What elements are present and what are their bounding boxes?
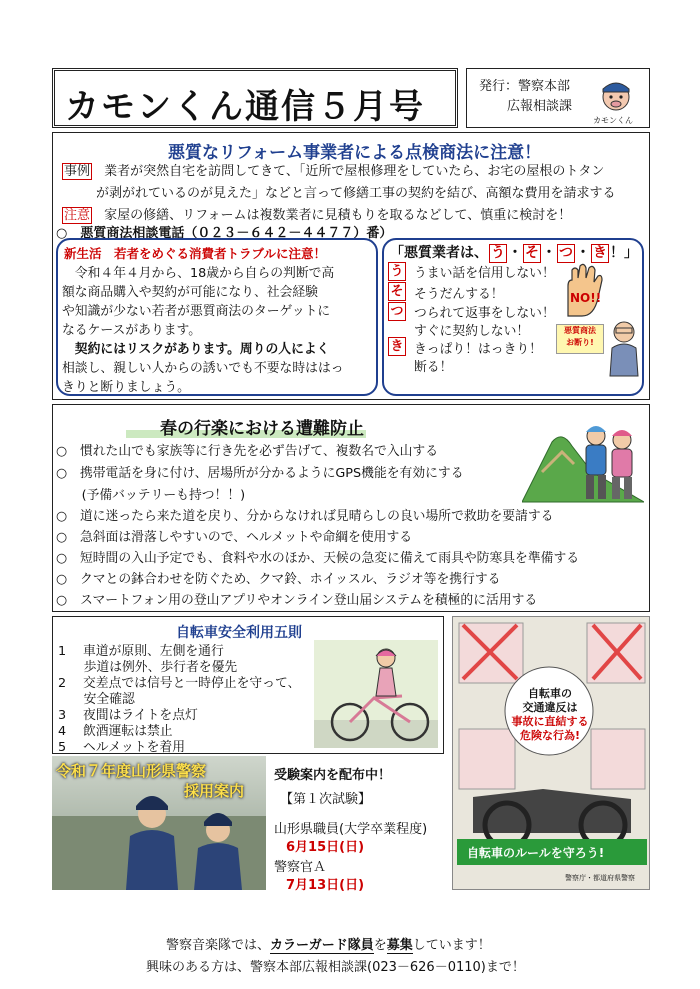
youth-title: 新生活 若者をめぐる消費者トラブルに注意！ bbox=[64, 246, 327, 261]
bicycle-rule: 2 交差点では信号と一時停止を守って、 bbox=[58, 676, 301, 691]
cyclist-illustration bbox=[314, 640, 438, 748]
footer-line1 bbox=[166, 934, 491, 953]
youth-line: きりと断りましょう。 bbox=[62, 380, 190, 395]
hotline-text: ○ 悪質商法相談電話（０２３－６４２－４４７７）番） bbox=[56, 226, 393, 241]
uso-side-so: そ bbox=[388, 282, 406, 301]
poster-center-line2: 交通違反は bbox=[522, 701, 578, 714]
poster-banner: 自転車のルールを守ろう! bbox=[467, 846, 605, 860]
youth-line: 令和４年４月から、18歳から自らの判断で高 bbox=[62, 266, 335, 281]
issuer-line2: 広報相談課 bbox=[507, 99, 573, 114]
caution-line bbox=[62, 204, 571, 223]
uso-side-u: う bbox=[388, 262, 406, 281]
first-exam-label: 【第１次試験】 bbox=[280, 792, 372, 807]
caution-tag: 注意 bbox=[64, 208, 91, 223]
example-line2: が剥がれているのが見えた」などと言って修繕工事の契約を結び、高額な費用を請求する bbox=[96, 186, 616, 201]
uso-line: すぐに契約しない！ bbox=[414, 324, 530, 339]
poster-center-line3: 事故に直結する bbox=[511, 715, 589, 728]
bicycle-rule: 3 夜間はライトを点灯 bbox=[58, 708, 198, 723]
mascot-label: カモンくん bbox=[593, 116, 633, 125]
example-tag: 事例 bbox=[64, 164, 91, 179]
bicycle-rule: 4 飲酒運転は禁止 bbox=[58, 724, 173, 739]
bicycle-rule: 1 車道が原則、左側を通行 bbox=[58, 644, 224, 659]
mountain-item: ○ クマとの鉢合わせを防ぐため、クマ鈴、ホイッスル、ラジオ等を携行する bbox=[56, 572, 501, 587]
uso-kana-ki: き bbox=[593, 245, 607, 261]
recruit-title-line1: 令和７年度山形県警察 bbox=[56, 762, 207, 780]
issuer-box bbox=[466, 68, 650, 128]
uso-lead: 「悪質業者は、 bbox=[390, 245, 488, 261]
exam-guide: 受験案内を配布中！ bbox=[274, 768, 392, 783]
footer-line1-e: しています！ bbox=[412, 938, 491, 953]
officer-exam-label: 警察官Ａ bbox=[274, 860, 327, 875]
recruit-photo bbox=[52, 756, 266, 890]
bicycle-rule: 安全確認 bbox=[58, 692, 135, 707]
uso-kana-so: そ bbox=[525, 245, 539, 261]
footer-line1-d: 募集 bbox=[386, 938, 413, 953]
uso-line: 断る！ bbox=[414, 360, 453, 375]
mountain-heading: 春の行楽における遭難防止 bbox=[160, 419, 364, 439]
mountain-item: ○ 道に迷ったら来た道を戻り、分からなければ見晴らしの良い場所で救助を要請する bbox=[56, 509, 554, 524]
poster-center-text bbox=[505, 687, 595, 743]
recruit-title-line2: 採用案内 bbox=[184, 782, 245, 800]
uso-kana-u: う bbox=[491, 245, 505, 261]
mountain-item: ○ スマートフォン用の登山アプリやオンライン登山届システムを積極的に活用する bbox=[56, 593, 538, 608]
mountain-item: ○ 急斜面は滑落しやすいので、ヘルメットや命綱を使用する bbox=[56, 530, 413, 545]
caution-text: 家屋の修繕、リフォームは複数業者に見積もりを取るなどして、慎重に検討を！ bbox=[104, 208, 572, 223]
uso-line: うまい話を信用しない！ bbox=[414, 266, 555, 281]
newsletter-title-box bbox=[52, 68, 458, 128]
newsletter-title: カモンくん通信５月号 bbox=[65, 87, 425, 127]
bicycle-rules-poster bbox=[452, 616, 650, 890]
footer-line1-b: カラーガード隊員 bbox=[270, 938, 374, 953]
bicycle-rule: 歩道は例外、歩行者を優先 bbox=[58, 660, 238, 675]
uso-heading: 「悪質業者は、 う ・ そ ・ つ ・ き ！」 bbox=[390, 245, 638, 261]
youth-line: なるケースがあります。 bbox=[62, 323, 202, 338]
uso-side-ki: き bbox=[388, 337, 406, 356]
refuse-sign-line2: お断り! bbox=[566, 338, 594, 347]
uso-kana-tsu: つ bbox=[559, 245, 573, 261]
no-sign-text: NO!! bbox=[570, 291, 602, 305]
mascot-icon bbox=[595, 77, 637, 113]
poster-center-line4: 危険な行為! bbox=[519, 729, 581, 742]
refuse-sign-line1: 悪質商法 bbox=[564, 326, 596, 335]
bicycle-title: 自転車安全利用五則 bbox=[176, 625, 302, 641]
uso-line: きっぱり！はっきり！ bbox=[414, 342, 542, 357]
youth-line: 額な商品購入や契約が可能になり、社会経験 bbox=[62, 285, 318, 300]
example-line1 bbox=[62, 160, 604, 179]
issuer-line1: 発行：警察本部 bbox=[479, 79, 571, 94]
hikers-illustration bbox=[522, 412, 644, 504]
mountain-item: (予備バッテリーも持つ！！) bbox=[56, 488, 246, 503]
elderly-person-icon bbox=[604, 318, 644, 378]
officer-exam-date: 7月13日(日) bbox=[286, 878, 365, 893]
footer-line1-a: 警察音楽隊では、 bbox=[166, 938, 271, 953]
no-hand-icon bbox=[560, 262, 610, 318]
youth-line: 相談し、親しい人からの誘いでも不要な時ははっ bbox=[62, 361, 344, 376]
mountain-item: ○ 携帯電話を身に付け、居場所が分かるようにGPS機能を有効にする bbox=[56, 466, 464, 481]
mountain-item: ○ 慣れた山でも家族等に行き先を必ず告げて、複数名で入山する bbox=[56, 444, 439, 459]
footer-line2: 興味のある方は、警察本部広報相談課(023－626－0110)まで！ bbox=[146, 960, 525, 975]
reform-heading: 悪質なリフォーム事業者による点検商法に注意！ bbox=[168, 143, 542, 163]
example-text1: 業者が突然自宅を訪問してきて、「近所で屋根修理をしていたら、お宅の屋根のトタン bbox=[104, 164, 605, 179]
uso-line: そうだんする！ bbox=[414, 287, 504, 302]
youth-line: や知識が少ない若者が悪質商法のターゲットに bbox=[62, 304, 331, 319]
staff-exam-label: 山形県職員(大学卒業程度) bbox=[274, 822, 428, 837]
bicycle-rule: 5 ヘルメットを着用 bbox=[58, 740, 185, 755]
refuse-sign bbox=[556, 324, 604, 354]
youth-line: 契約にはリスクがあります。周りの人によく bbox=[62, 342, 330, 357]
poster-center-line1: 自転車の bbox=[528, 687, 572, 700]
uso-tail: ！」 bbox=[610, 245, 638, 261]
uso-line: つられて返事をしない！ bbox=[414, 306, 555, 321]
mountain-item: ○ 短時間の入山予定でも、食料や水のほか、天候の急変に備えて雨具や防寒具を準備する bbox=[56, 551, 580, 566]
poster-credit: 警察庁・都道府県警察 bbox=[565, 874, 635, 882]
footer-line1-c: を bbox=[373, 938, 387, 953]
staff-exam-date: 6月15日(日) bbox=[286, 840, 365, 855]
uso-side-tsu: つ bbox=[388, 302, 406, 321]
